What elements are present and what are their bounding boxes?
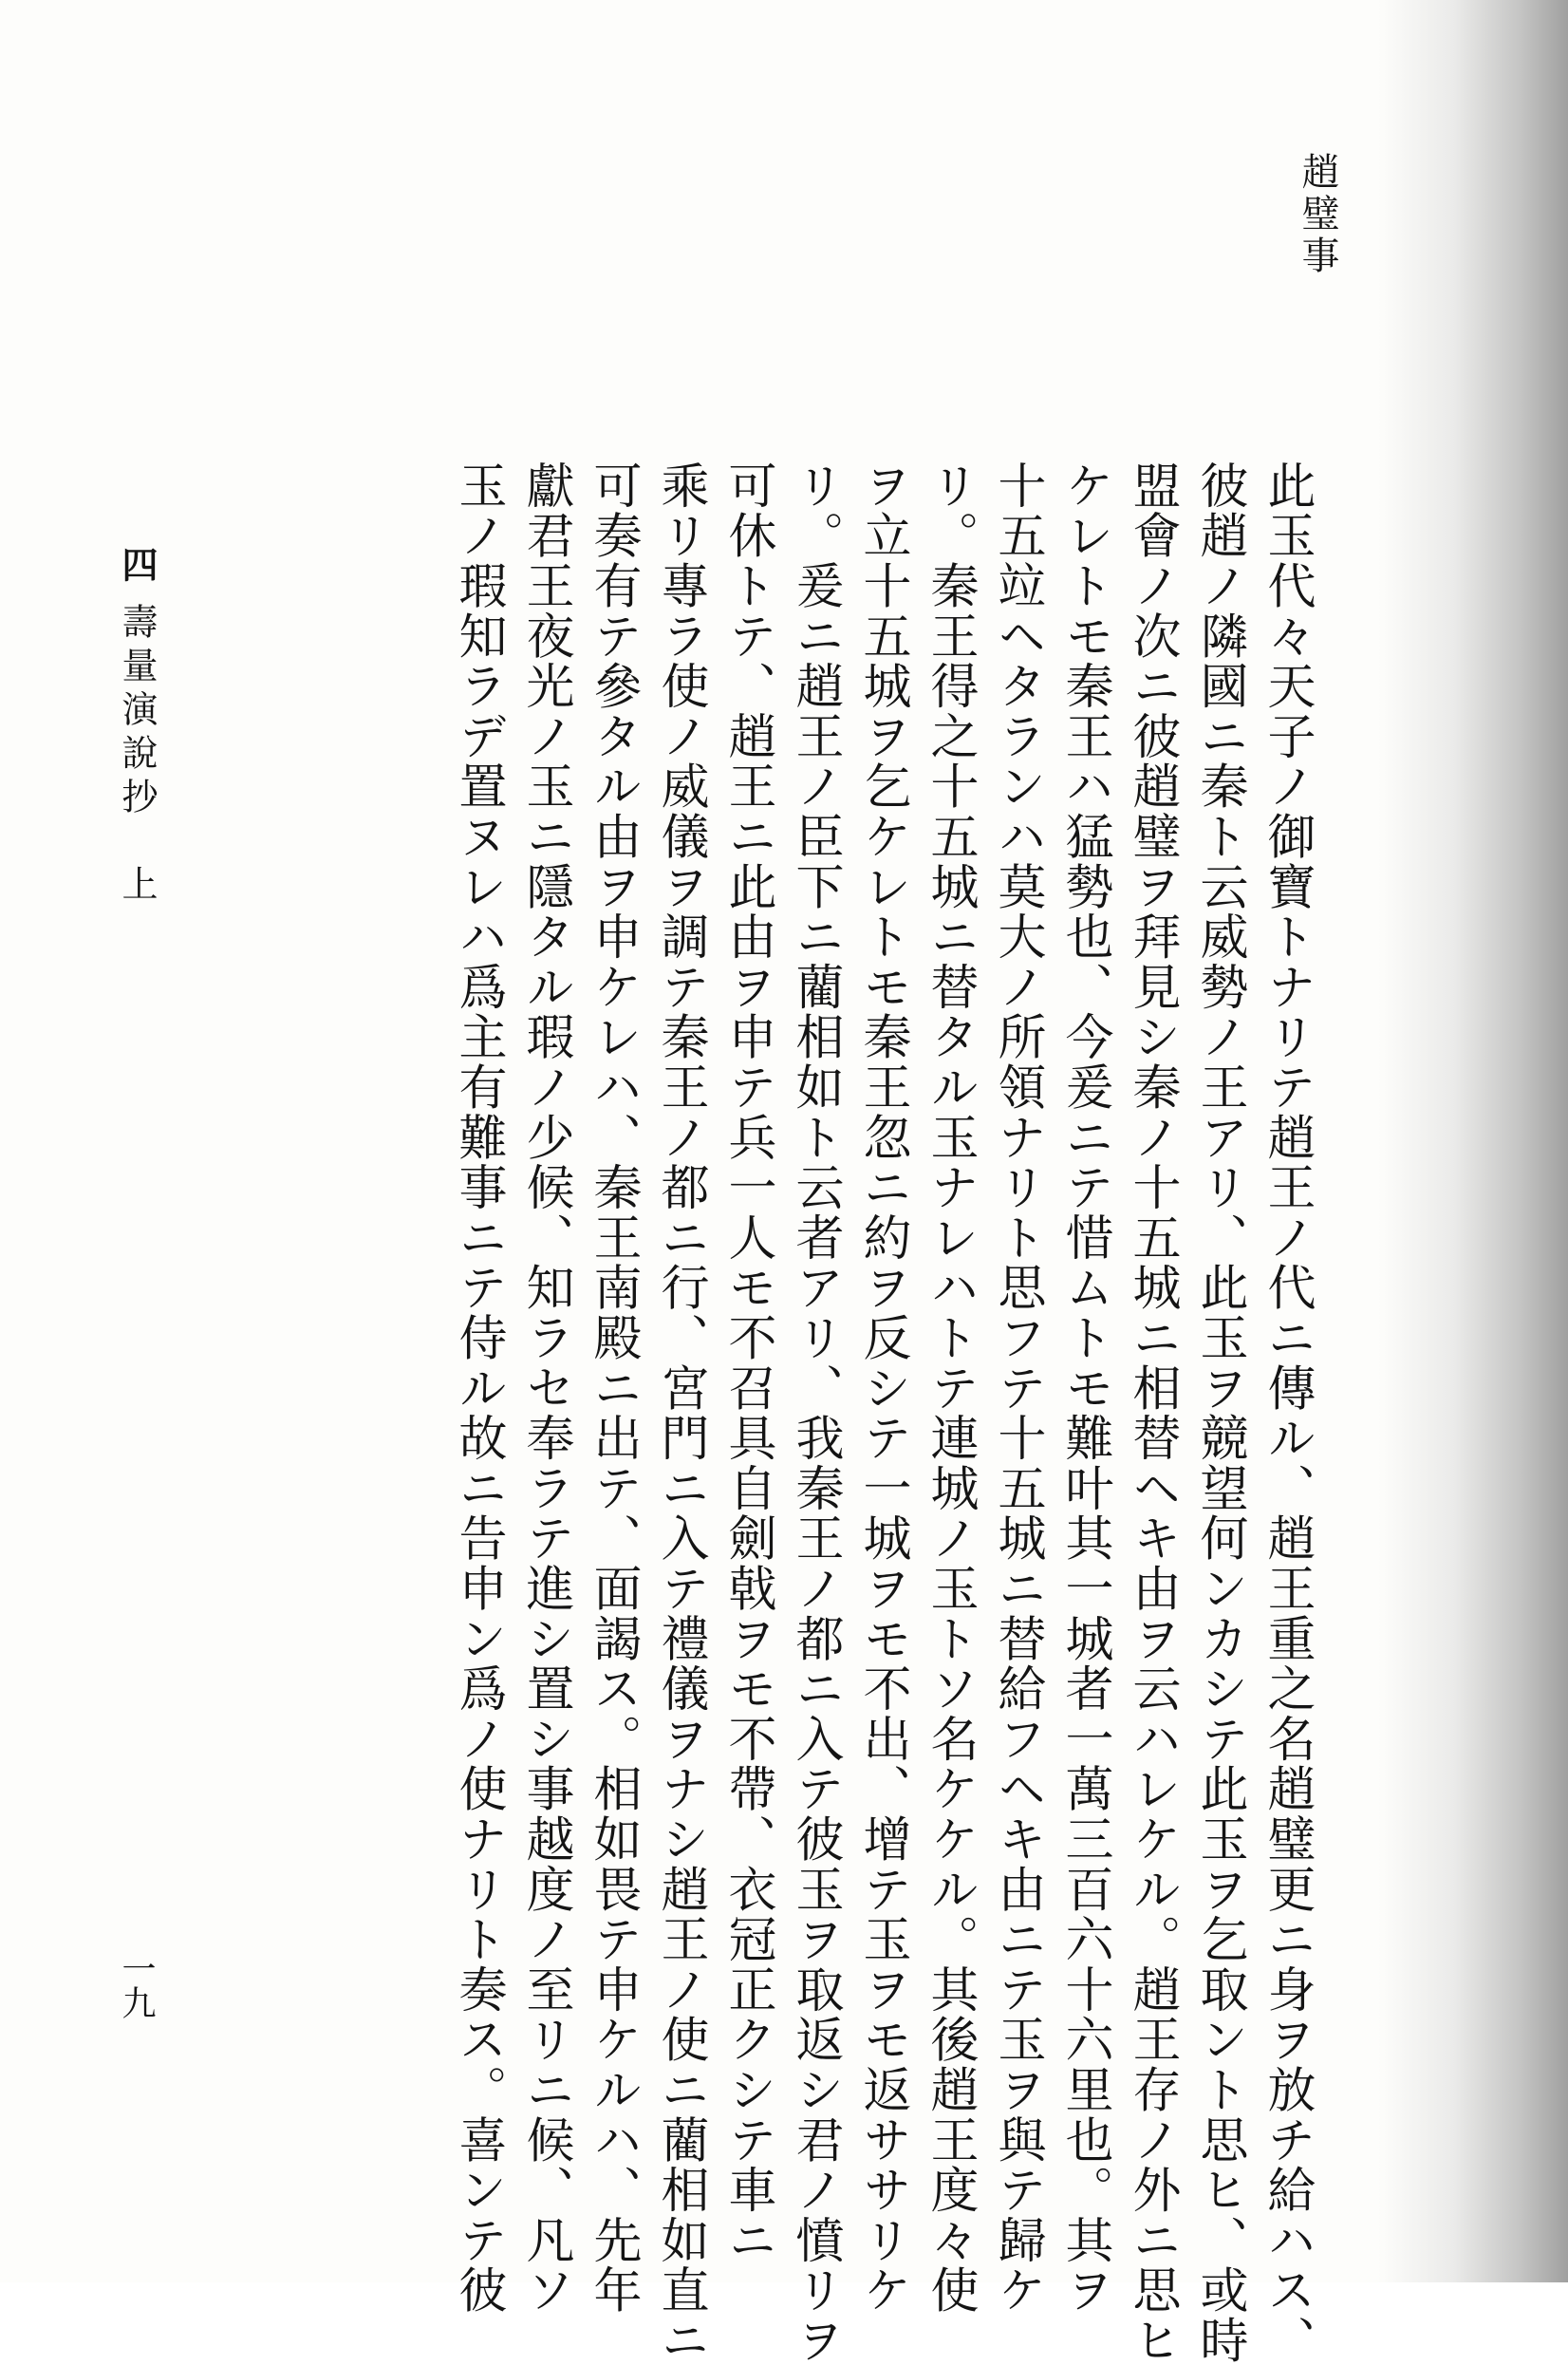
body-line-9: 可休トテ、趙王ニ此由ヲ申テ兵一人モ不召具自劍戟ヲモ不帶、衣冠正クシテ車ニ: [719, 460, 775, 2265]
body-line-4: ケレトモ秦王ハ猛勢也、今爰ニテ惜ムトモ難叶其一城者一萬三百六十六里也。其ヲ: [1056, 460, 1112, 2316]
body-line-7: ヲ立十五城ヲ乞ケレトモ秦王忽ニ約ヲ反シテ一城ヲモ不出、增テ玉ヲモ返ササリケ: [854, 460, 910, 2316]
body-line-13: 玉ノ瑕知ラデ置ヌレハ爲主有難事ニテ侍ル故ニ告申ン爲ノ使ナリト奏ス。喜ンテ彼: [450, 460, 506, 2316]
body-line-8: リ。爰ニ趙王ノ臣下ニ藺相如ト云者アリ、我秦王ノ都ニ入テ彼玉ヲ取返シ君ノ憤リヲ: [787, 460, 843, 2365]
body-line-5: 十五竝ヘタランハ莫大ノ所領ナリト思フテ十五城ニ替給フヘキ由ニテ玉ヲ與テ歸ケ: [989, 460, 1045, 2316]
body-line-3: 盟會ノ次ニ彼趙璧ヲ拜見シ秦ノ十五城ニ相替ヘキ由ヲ云ハレケル。趙王存ノ外ニ思ヒ: [1124, 460, 1180, 2365]
section-number: 四: [116, 546, 159, 582]
body-line-12: 獻君王夜光ノ玉ニ隱タル瑕ノ少候、知ラセ奉ラテ進シ置シ事越度ノ至リニ候、凡ソ: [517, 460, 573, 2316]
body-line-11: 可奏有テ參タル由ヲ申ケレハ、秦王南殿ニ出テ、面謁ス。相如畏テ申ケルハ、先年: [585, 460, 641, 2316]
running-title: 趙璧事: [1296, 152, 1339, 277]
body-line-1: 此玉代々天子ノ御寶トナリテ趙王ノ代ニ傳ル、趙王重之名趙璧更ニ身ヲ放チ給ハス、: [1259, 460, 1315, 2365]
scan-gutter-shadow: [1378, 0, 1568, 2282]
body-line-2: 彼趙ノ隣國ニ秦ト云威勢ノ王アリ、此玉ヲ競望何ンカシテ此玉ヲ乞取ント思ヒ、或時: [1191, 460, 1247, 2365]
book-title: 壽量演說抄 上: [116, 603, 158, 909]
page-footer: [116, 546, 176, 2160]
body-line-6: リ。秦王得之十五城ニ替タル玉ナレハトテ連城ノ玉トソ名ケケル。其後趙王度々使: [922, 460, 978, 2316]
body-line-10: 乘リ專ラ使ノ威儀ヲ調テ秦王ノ都ニ行、宮門ニ入テ禮儀ヲナシ趙王ノ使ニ藺相如直ニ: [652, 460, 708, 2365]
page-number: 一九: [117, 1951, 156, 2019]
